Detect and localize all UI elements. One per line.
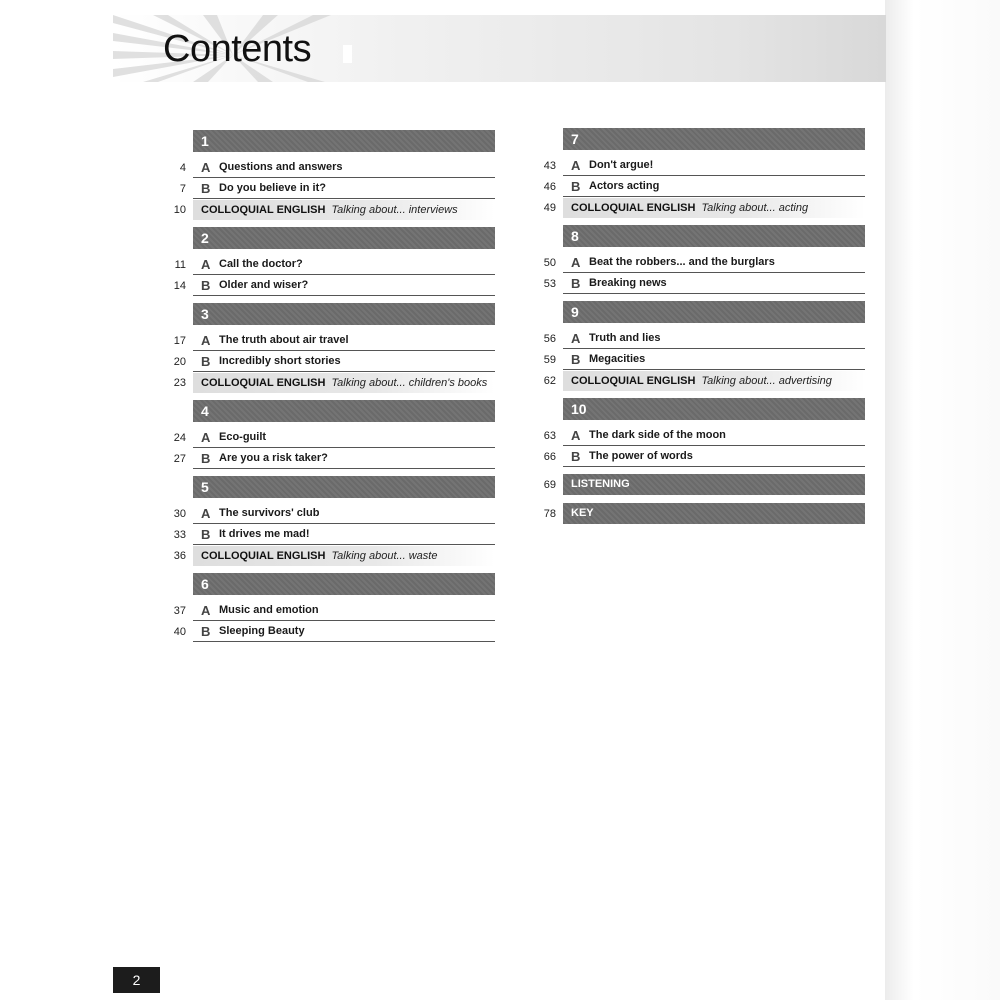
lesson-row[interactable] <box>520 446 865 467</box>
lesson-row[interactable] <box>150 448 495 469</box>
lesson-entry[interactable] <box>563 349 865 370</box>
colloquial-row[interactable] <box>520 370 865 391</box>
unit-spacer <box>150 393 495 400</box>
lesson-entry[interactable] <box>563 176 865 197</box>
lesson-row[interactable] <box>520 425 865 446</box>
contents-column-right <box>520 128 865 524</box>
page-number-label: 62 <box>543 374 556 387</box>
unit-header-6[interactable]: 6 <box>193 573 495 595</box>
lesson-entry[interactable] <box>193 178 495 199</box>
page-gutter-shadow <box>885 0 1000 1000</box>
lesson-entry[interactable] <box>563 425 865 446</box>
lesson-title: Call the doctor? <box>219 258 303 270</box>
lesson-entry[interactable] <box>193 351 495 372</box>
colloquial-entry[interactable] <box>563 371 865 391</box>
lesson-row[interactable] <box>150 178 495 199</box>
lesson-entry[interactable] <box>193 254 495 275</box>
section-row-listening[interactable] <box>520 474 865 495</box>
lesson-letter: B <box>571 448 581 464</box>
page-number-label: 63 <box>543 429 556 442</box>
lesson-letter: A <box>201 256 211 272</box>
colloquial-topic: Talking about... acting <box>701 201 809 214</box>
page-number-label: 37 <box>173 604 186 617</box>
colloquial-entry[interactable] <box>193 373 495 393</box>
lesson-row[interactable] <box>150 330 495 351</box>
lesson-title: Older and wiser? <box>219 279 309 291</box>
page-number-label: 66 <box>543 450 556 463</box>
unit-header-8[interactable]: 8 <box>563 225 865 247</box>
page-number-label: 10 <box>173 203 186 216</box>
lesson-letter: B <box>201 180 211 196</box>
section-row-key[interactable] <box>520 503 865 524</box>
page-number-label: 33 <box>173 528 186 541</box>
colloquial-row[interactable] <box>150 372 495 393</box>
page-number-label: 11 <box>174 258 186 271</box>
lesson-entry[interactable] <box>193 330 495 351</box>
lesson-title: Incredibly short stories <box>219 355 341 367</box>
section-bar-key[interactable]: KEY <box>563 503 865 524</box>
page-number-label: 43 <box>543 159 556 172</box>
unit-header-5[interactable]: 5 <box>193 476 495 498</box>
lesson-entry[interactable] <box>563 155 865 176</box>
lesson-title: The dark side of the moon <box>589 429 726 441</box>
colloquial-row[interactable] <box>150 199 495 220</box>
lesson-title: Beat the robbers... and the burglars <box>589 256 775 268</box>
lesson-row[interactable] <box>150 157 495 178</box>
lesson-letter: A <box>571 254 581 270</box>
lesson-row[interactable] <box>150 275 495 296</box>
lesson-letter: B <box>571 178 581 194</box>
lesson-row[interactable] <box>520 252 865 273</box>
lesson-entry[interactable] <box>193 275 495 296</box>
unit-spacer <box>150 642 495 649</box>
page-number-label: 40 <box>173 625 186 638</box>
lesson-entry[interactable] <box>193 448 495 469</box>
lesson-row[interactable] <box>150 503 495 524</box>
lesson-title: The power of words <box>589 450 693 462</box>
lesson-entry[interactable] <box>563 446 865 467</box>
lesson-row[interactable] <box>520 328 865 349</box>
lesson-row[interactable] <box>150 524 495 545</box>
unit-header-3[interactable]: 3 <box>193 303 495 325</box>
lesson-entry[interactable] <box>193 524 495 545</box>
lesson-title: Are you a risk taker? <box>219 452 328 464</box>
lesson-letter: A <box>201 159 211 175</box>
colloquial-entry[interactable] <box>193 546 495 566</box>
lesson-row[interactable] <box>520 273 865 294</box>
colloquial-row[interactable] <box>520 197 865 218</box>
colloquial-label: COLLOQUIAL ENGLISH <box>201 549 326 562</box>
colloquial-entry[interactable] <box>563 198 865 218</box>
colloquial-label: COLLOQUIAL ENGLISH <box>201 203 326 216</box>
lesson-title: Questions and answers <box>219 161 343 173</box>
unit-header-2[interactable]: 2 <box>193 227 495 249</box>
unit-spacer <box>150 469 495 476</box>
lesson-entry[interactable] <box>563 328 865 349</box>
page-number-label: 27 <box>173 452 186 465</box>
colloquial-label: COLLOQUIAL ENGLISH <box>571 201 696 214</box>
lesson-entry[interactable] <box>193 503 495 524</box>
lesson-entry[interactable] <box>193 157 495 178</box>
lesson-letter: B <box>201 277 211 293</box>
page-number-label: 4 <box>179 161 186 174</box>
lesson-entry[interactable] <box>563 273 865 294</box>
lesson-row[interactable] <box>520 176 865 197</box>
unit-header-1[interactable]: 1 <box>193 130 495 152</box>
lesson-title: Don't argue! <box>589 159 654 171</box>
lesson-row[interactable] <box>520 155 865 176</box>
unit-spacer <box>150 566 495 573</box>
page-number-label: 7 <box>179 182 186 195</box>
page-number-label: 23 <box>173 376 186 389</box>
lesson-row[interactable] <box>150 254 495 275</box>
unit-spacer <box>150 220 495 227</box>
colloquial-topic: Talking about... waste <box>331 549 438 562</box>
unit-spacer <box>520 467 865 474</box>
page-number-label: 36 <box>173 549 186 562</box>
unit-header-4[interactable]: 4 <box>193 400 495 422</box>
lesson-entry[interactable] <box>193 427 495 448</box>
page-number-label: 59 <box>543 353 556 366</box>
lesson-title: Breaking news <box>589 277 667 289</box>
page-title: Contents <box>163 28 312 70</box>
lesson-letter: A <box>201 505 211 521</box>
lesson-letter: A <box>201 602 211 618</box>
page-number-label: 20 <box>173 355 186 368</box>
lesson-letter: B <box>201 353 211 369</box>
page-number: 2 <box>113 967 160 993</box>
lesson-letter: B <box>201 526 211 542</box>
page-number-label: 78 <box>543 507 556 520</box>
page-number-label: 30 <box>173 507 186 520</box>
page-number-label: 49 <box>543 201 556 214</box>
colloquial-label: COLLOQUIAL ENGLISH <box>201 376 326 389</box>
lesson-title: The truth about air travel <box>219 334 349 346</box>
page-number-label: 17 <box>173 334 186 347</box>
lesson-entry[interactable] <box>563 252 865 273</box>
lesson-letter: A <box>571 427 581 443</box>
page-number-label: 46 <box>543 180 556 193</box>
lesson-row[interactable] <box>520 349 865 370</box>
lesson-title: Eco-guilt <box>219 431 267 443</box>
lesson-row[interactable] <box>150 351 495 372</box>
section-bar-listening[interactable]: LISTENING <box>563 474 865 495</box>
unit-header-7[interactable]: 7 <box>563 128 865 150</box>
colloquial-entry[interactable] <box>193 200 495 220</box>
lesson-row[interactable] <box>150 600 495 621</box>
unit-spacer <box>520 294 865 301</box>
lesson-letter: A <box>571 330 581 346</box>
colloquial-topic: Talking about... children's books <box>331 376 488 389</box>
lesson-title: Megacities <box>589 353 646 365</box>
unit-header-9[interactable]: 9 <box>563 301 865 323</box>
lesson-letter: A <box>201 332 211 348</box>
unit-header-10[interactable]: 10 <box>563 398 865 420</box>
lesson-letter: A <box>571 157 581 173</box>
page-number-label: 24 <box>173 431 186 444</box>
lesson-title: Do you believe in it? <box>219 182 326 194</box>
page-number-label: 14 <box>173 279 186 292</box>
lesson-title: Truth and lies <box>589 332 661 344</box>
lesson-entry[interactable] <box>193 621 495 642</box>
page-number-label: 56 <box>543 332 556 345</box>
colloquial-label: COLLOQUIAL ENGLISH <box>571 374 696 387</box>
colloquial-topic: Talking about... interviews <box>331 203 458 216</box>
page-number-label: 53 <box>543 277 556 290</box>
unit-spacer <box>520 218 865 225</box>
lesson-letter: B <box>201 623 211 639</box>
lesson-title: Sleeping Beauty <box>219 625 305 637</box>
lesson-title: It drives me mad! <box>219 528 310 540</box>
unit-spacer <box>520 391 865 398</box>
page-number-label: 69 <box>543 478 556 491</box>
lesson-entry[interactable] <box>193 600 495 621</box>
lesson-title: The survivors' club <box>219 507 320 519</box>
contents-column-left <box>150 130 495 649</box>
lesson-letter: B <box>571 351 581 367</box>
lesson-title: Music and emotion <box>219 604 319 616</box>
lesson-title: Actors acting <box>589 180 660 192</box>
lesson-row[interactable] <box>150 427 495 448</box>
lesson-letter: B <box>571 275 581 291</box>
unit-spacer <box>150 296 495 303</box>
lesson-letter: A <box>201 429 211 445</box>
colloquial-row[interactable] <box>150 545 495 566</box>
lesson-letter: B <box>201 450 211 466</box>
colloquial-topic: Talking about... advertising <box>701 374 832 387</box>
page-number-label: 50 <box>543 256 556 269</box>
lesson-row[interactable] <box>150 621 495 642</box>
